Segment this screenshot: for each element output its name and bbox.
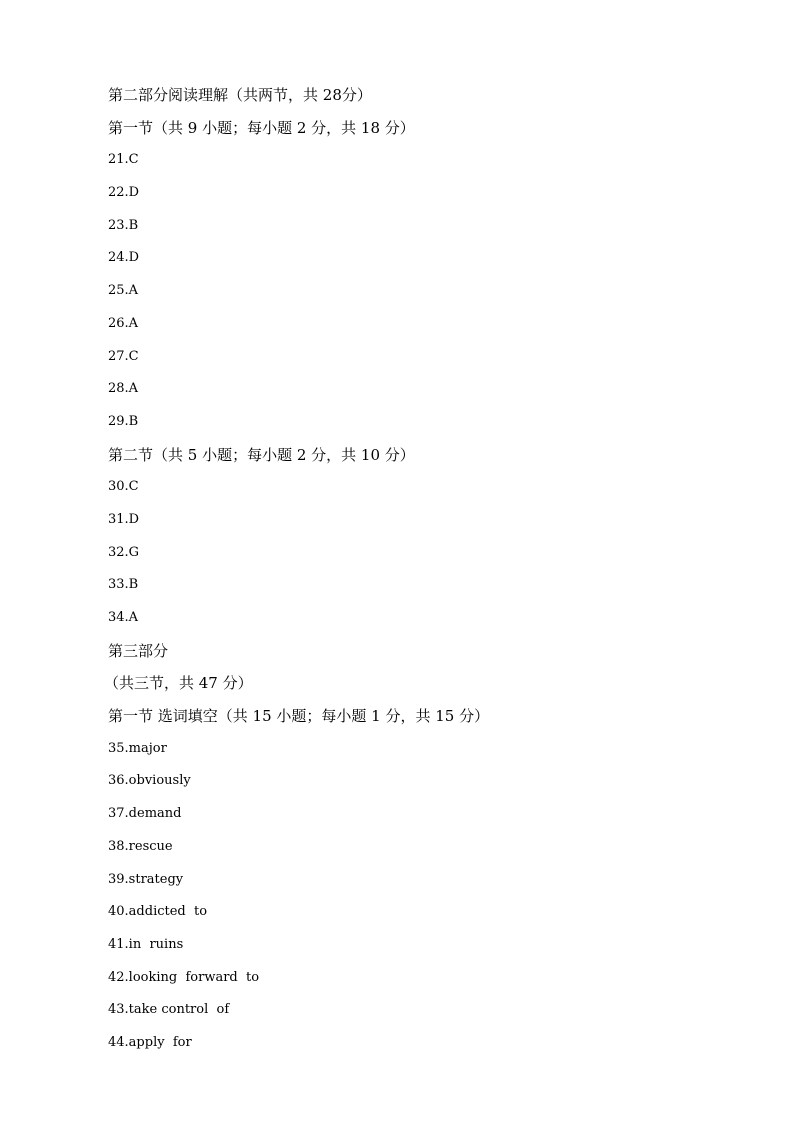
answer-26: 26.A <box>108 315 139 331</box>
answer-25: 25.A <box>108 283 139 299</box>
answer-key-page <box>104 79 758 1060</box>
answer-34: 34.A <box>108 610 139 625</box>
answer-35: 35.major <box>108 740 167 756</box>
part3-subtitle: （共三节，共 47 分） <box>104 674 253 693</box>
answer-32: 32.G <box>108 544 140 560</box>
answer-24: 24.D <box>108 250 140 266</box>
answer-42: 42.looking forward to <box>108 969 260 985</box>
answer-39: 39.strategy <box>108 871 184 887</box>
answer-41: 41.in ruins <box>108 936 184 952</box>
part2-section2-title: 第二节（共 5 小题；每小题 2 分，共 10 分） <box>108 445 415 464</box>
answer-38: 38.rescue <box>108 838 173 854</box>
answer-37: 37.demand <box>108 806 182 822</box>
answer-31: 31.D <box>108 511 140 527</box>
answer-23: 23.B <box>108 217 139 233</box>
part3-title: 第三部分 <box>108 641 169 660</box>
answer-21: 21.C <box>108 152 139 168</box>
answer-44: 44.apply for <box>108 1034 192 1050</box>
answer-36: 36.obviously <box>108 773 191 789</box>
answer-28: 28.A <box>108 381 139 397</box>
part2-title: 第二部分阅读理解（共两节，共 28分） <box>108 86 372 104</box>
answer-40: 40.addicted to <box>108 904 208 920</box>
answer-43: 43.take control of <box>108 1002 230 1018</box>
answer-29: 29.B <box>108 413 139 429</box>
answer-27: 27.C <box>108 348 139 364</box>
part2-section1-title: 第一节（共 9 小题；每小题 2 分，共 18 分） <box>108 118 415 137</box>
part3-section1-title: 第一节 选词填空（共 15 小题；每小题 1 分，共 15 分） <box>108 707 490 726</box>
answer-22: 22.D <box>108 185 140 201</box>
answer-33: 33.B <box>108 577 139 593</box>
answer-30: 30.C <box>108 479 139 495</box>
